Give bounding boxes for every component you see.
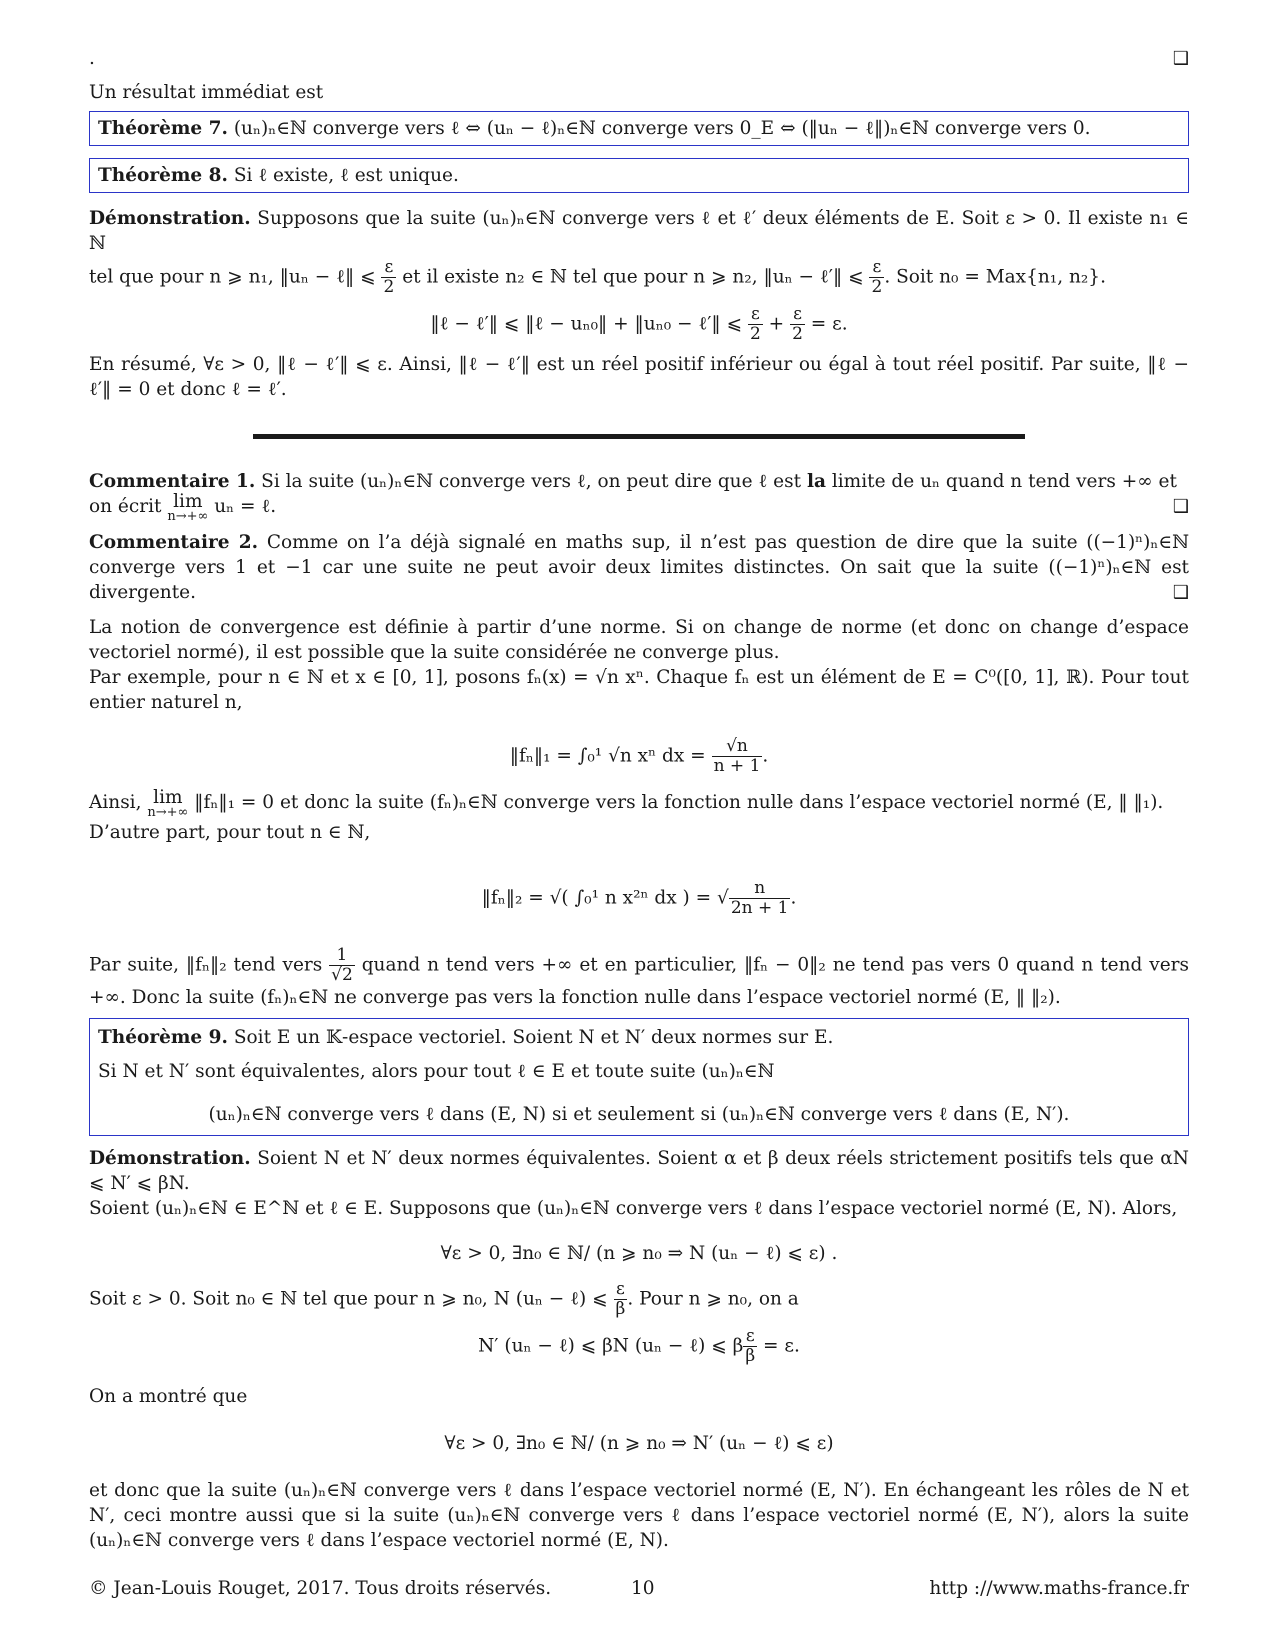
footer-url[interactable]: http ://www.maths-france.fr bbox=[929, 1578, 1189, 1599]
demonstration-1-line1 bbox=[89, 206, 1189, 256]
commentaire-1: Commentaire 1. Si la suite (uₙ)ₙ∈ℕ converge vers ℓ, on peut dire que ℓ est la limite de uₙ quand n tend vers +∞ et bbox=[89, 471, 1177, 492]
equation-norm-1: ‖fₙ‖₁ = ∫₀¹ √n xⁿ dx = $\frac{√n}{n + 1}$ . bbox=[509, 736, 769, 776]
paragraph-norme: La notion de convergence est définie à partir d’une norme. Si on change de norme (et donc on change d’espace vectoriel normé), il est possible que la suite considérée ne converge plus. bbox=[89, 617, 1189, 663]
fraction-eps-2-d: $\frac{\varepsilon}{2}$ bbox=[792, 304, 803, 344]
demonstration-2-final: et donc que la suite (uₙ)ₙ∈ℕ converge vers ℓ dans l’espace vectoriel normé (E, N′). En échangeant les rôles de N et N′, ceci montre aussi que si la suite (uₙ)ₙ∈ℕ converge vers ℓ dans l’espace vectoriel normé (E, N′), alors la suite (uₙ)ₙ∈ℕ converge vers ℓ dans l’espace vectoriel normé (E, N). bbox=[89, 1480, 1189, 1551]
demonstration-1-text: Supposons que la suite (uₙ)ₙ∈ℕ converge vers ℓ et ℓ′ deux éléments de E. Soit ε > 0. Il existe n₁ ∈ ℕ bbox=[89, 208, 1189, 254]
limit-operator-2: lim n→+∞ bbox=[147, 787, 189, 820]
demonstration-2-on-a-montre: On a montré que bbox=[89, 1386, 248, 1407]
equation-norm-2: ‖fₙ‖₂ = √( ∫₀¹ n x²ⁿ dx ) = √ $\frac{n}{2n + 1}$ . bbox=[481, 878, 797, 918]
demonstration-2-label: Démonstration. bbox=[89, 1148, 251, 1169]
demonstration-1-text-b: et il existe n₂ ∈ ℕ tel que pour n ⩾ n₂, ‖uₙ − ℓ′‖ ⩽ bbox=[402, 266, 864, 288]
equation-convergence-n: ∀ε > 0, ∃n₀ ∈ ℕ/ (n ⩾ n₀ ⇒ N (uₙ − ℓ) ⩽ ε) . bbox=[440, 1243, 838, 1264]
theorem-7-text: (uₙ)ₙ∈ℕ converge vers ℓ ⇔ (uₙ − ℓ)ₙ∈ℕ converge vers 0_E ⇔ (‖uₙ − ℓ‖)ₙ∈ℕ converge vers 0. bbox=[233, 118, 1091, 139]
demonstration-1-text-c: . Soit n₀ = Max{n₁, n₂}. bbox=[884, 266, 1106, 288]
demonstration-1-line2 bbox=[89, 258, 1189, 297]
fraction-eps-2: $\frac{\varepsilon}{2}$ bbox=[383, 257, 395, 297]
paragraph-exemple: Par exemple, pour n ∈ ℕ et x ∈ [0, 1], posons fₙ(x) = √n xⁿ. Chaque fₙ est un élément de E = C⁰([0, 1], ℝ). Pour tout entier naturel n, bbox=[89, 667, 1189, 713]
page-footer bbox=[89, 1578, 1189, 1599]
theorem-7-box bbox=[89, 111, 1189, 146]
commentaire-2-label: Commentaire 2. bbox=[89, 532, 259, 553]
footer-page-number: 10 bbox=[631, 1578, 655, 1599]
equation-convergence-n-prime: ∀ε > 0, ∃n₀ ∈ ℕ/ (n ⩾ n₀ ⇒ N′ (uₙ − ℓ) ⩽ ε) bbox=[444, 1433, 834, 1454]
paragraph-par-suite: Par suite, ‖fₙ‖₂ tend vers $\frac{1}{√2}$ quand n tend vers +∞ et en particulier, ‖fₙ − 0‖₂ ne tend pas vers 0 quand n tend vers +∞. Donc la suite (fₙ)ₙ∈ℕ ne converge pas vers la fonction nulle dans l’espace vectoriel normé (E, ‖ ‖₂). bbox=[89, 945, 1189, 1008]
limit-operator: lim n→+∞ bbox=[167, 491, 209, 524]
top-line bbox=[89, 46, 1189, 71]
demonstration-2-soit: Soit ε > 0. Soit n₀ ∈ ℕ tel que pour n ⩾ n₀, N (uₙ − ℓ) ⩽ $\frac{\varepsilon}{\beta}$ . Pour n ⩾ n₀, on a bbox=[89, 1279, 799, 1319]
footer-copyright: © Jean-Louis Rouget, 2017. Tous droits réservés. bbox=[89, 1578, 552, 1599]
theorem-8-label: Théorème 8. bbox=[98, 165, 228, 186]
demonstration-2-line1: Démonstration. Soient N et N′ deux normes équivalentes. Soient α et β deux réels strictement positifs tels que αN ⩽ N′ ⩽ βN. bbox=[89, 1148, 1189, 1194]
equation-triangle: ‖ℓ − ℓ′‖ ⩽ ‖ℓ − uₙ₀‖ + ‖uₙ₀ − ℓ′‖ ⩽ $\frac{\varepsilon}{2}$ + $\frac{\varepsilon}{2}$ = ε. bbox=[430, 304, 848, 344]
demonstration-1-label: Démonstration. bbox=[89, 208, 251, 229]
paragraph-dautre-part: D’autre part, pour tout n ∈ ℕ, bbox=[89, 822, 371, 843]
theorem-8-box bbox=[89, 158, 1189, 193]
commentaire-1-line2: on écrit lim n→+∞ uₙ = ℓ. ❑ bbox=[89, 491, 1189, 524]
demonstration-1-conclusion: En résumé, ∀ε > 0, ‖ℓ − ℓ′‖ ⩽ ε. Ainsi, ‖ℓ − ℓ′‖ est un réel positif inférieur ou égal à tout réel positif. Par suite, ‖ℓ − ℓ′‖ = 0 et donc ℓ = ℓ′. bbox=[89, 354, 1189, 400]
intro-text: Un résultat immédiat est bbox=[89, 82, 324, 103]
theorem-8-text: Si ℓ existe, ℓ est unique. bbox=[233, 165, 459, 186]
demonstration-2-line2: Soient (uₙ)ₙ∈ℕ ∈ E^ℕ et ℓ ∈ E. Supposons que (uₙ)ₙ∈ℕ converge vers ℓ dans l’espace vectoriel normé (E, N). Alors, bbox=[89, 1198, 1178, 1219]
fraction-eps-2-b: $\frac{\varepsilon}{2}$ bbox=[871, 257, 883, 297]
theorem-9-line2: Si N et N′ sont équivalentes, alors pour tout ℓ ∈ E et toute suite (uₙ)ₙ∈ℕ bbox=[98, 1061, 775, 1082]
theorem-7-label: Théorème 7. bbox=[98, 118, 228, 139]
qed-square-icon: ❑ bbox=[1172, 496, 1189, 517]
separator-rule bbox=[89, 434, 1189, 439]
commentaire-2: Commentaire 2. Comme on l’a déjà signalé en maths sup, il n’est pas question de dire que la suite ((−1)ⁿ)ₙ∈ℕ converge vers 1 et −1 car une suite ne peut avoir deux limites distinctes. On sait que la suite ((−1)ⁿ)ₙ∈ℕ est divergente. ❑ bbox=[89, 532, 1189, 603]
paragraph-ainsi: Ainsi, lim n→+∞ ‖fₙ‖₁ = 0 et donc la suite (fₙ)ₙ∈ℕ converge vers la fonction nulle dans l’espace vectoriel normé (E, ‖ ‖₁). bbox=[89, 787, 1164, 820]
theorem-9-box bbox=[89, 1018, 1189, 1136]
theorem-9-line1: Théorème 9. Soit E un 𝕂-espace vectoriel. Soient N et N′ deux normes sur E. bbox=[98, 1027, 834, 1048]
fraction-eps-2-c: $\frac{\varepsilon}{2}$ bbox=[749, 304, 761, 344]
commentaire-1-label: Commentaire 1. bbox=[89, 471, 256, 492]
theorem-9-line3: (uₙ)ₙ∈ℕ converge vers ℓ dans (E, N) si et seulement si (uₙ)ₙ∈ℕ converge vers ℓ dans (E, N′). bbox=[208, 1104, 1070, 1125]
equation-majoration: N′ (uₙ − ℓ) ⩽ βN (uₙ − ℓ) ⩽ β $\frac{\varepsilon}{\beta}$ = ε. bbox=[478, 1326, 800, 1366]
top-dot: . bbox=[89, 48, 95, 69]
qed-square-icon: ❑ bbox=[1172, 48, 1189, 69]
theorem-9-label: Théorème 9. bbox=[98, 1027, 228, 1048]
demonstration-1-text-a: tel que pour n ⩾ n₁, ‖uₙ − ℓ‖ ⩽ bbox=[89, 266, 376, 288]
qed-square-icon: ❑ bbox=[1172, 582, 1189, 603]
page-body bbox=[89, 46, 1189, 1553]
